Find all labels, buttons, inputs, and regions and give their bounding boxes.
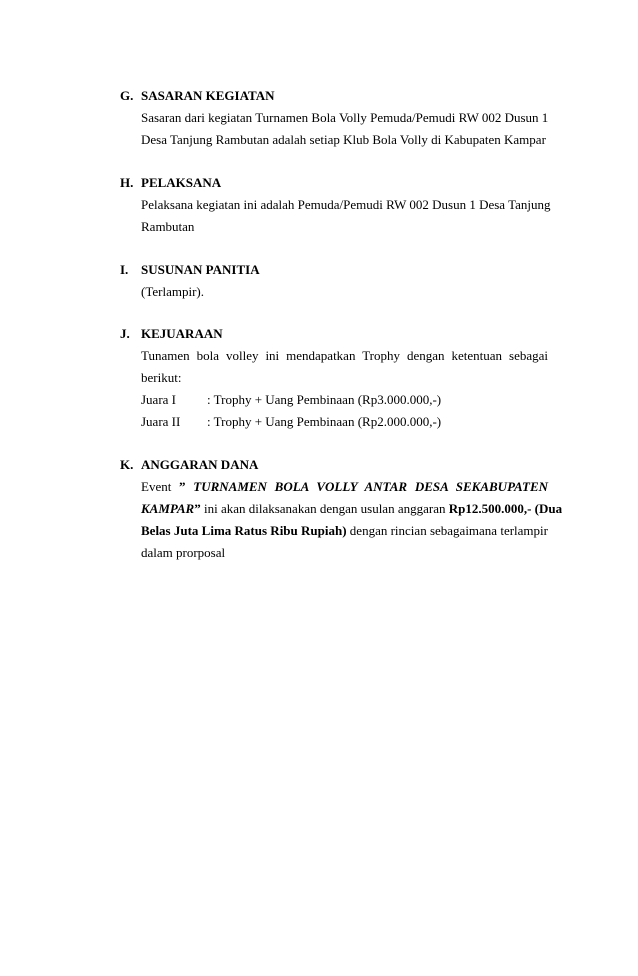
section-title: ANGGARAN DANA (141, 457, 259, 472)
section-title: PELAKSANA (141, 175, 222, 190)
section-sasaran-kegiatan (120, 88, 548, 151)
section-heading (120, 326, 548, 342)
section-susunan-panitia (120, 262, 548, 303)
body-line: Pelaksana kegiatan ini adalah Pemuda/Pemudi RW 002 Dusun 1 Desa Tanjung (141, 197, 551, 212)
section-anggaran-dana (120, 457, 563, 564)
budget-amount-words: Belas Juta Lima Ratus Ribu Rupiah) (141, 523, 347, 538)
quote-open: ” (179, 479, 186, 494)
body-line: Tunamen bola volley ini mendapatkan Trophy dengan ketentuan sebagai (141, 348, 548, 363)
section-letter: I. (120, 262, 129, 277)
section-letter: H. (120, 175, 134, 190)
section-heading (120, 175, 548, 191)
section-kejuaraan (120, 326, 548, 433)
section-letter: G. (120, 88, 134, 103)
section-title: SASARAN KEGIATAN (141, 88, 275, 103)
section-body (141, 194, 551, 238)
body-line: Rambutan (141, 219, 195, 234)
section-letter: K. (120, 457, 134, 472)
prize-label: Juara II (141, 414, 181, 429)
section-body (141, 345, 548, 433)
section-title: SUSUNAN PANITIA (141, 262, 260, 277)
body-text: dengan rincian sebagaimana terlampir (346, 523, 548, 538)
body-line: dalam prorposal (141, 545, 226, 560)
section-heading (120, 88, 548, 104)
section-pelaksana (120, 175, 551, 238)
section-title: KEJUARAAN (141, 326, 223, 341)
event-name-part: TURNAMEN BOLA VOLLY ANTAR DESA SEKABUPATEN (193, 479, 549, 494)
event-word: Event (141, 479, 172, 494)
prize-row (141, 389, 548, 411)
section-heading (120, 457, 548, 473)
section-body (141, 107, 548, 151)
section-body (141, 281, 548, 303)
body-line (141, 498, 563, 520)
body-line (141, 476, 548, 498)
section-body (141, 476, 563, 564)
body-line: Desa Tanjung Rambutan adalah setiap Klub Bola Volly di Kabupaten Kampar (141, 132, 546, 147)
quote-close: ” (194, 501, 201, 516)
body-line: (Terlampir). (141, 284, 204, 299)
section-heading (120, 262, 548, 278)
prize-label: Juara I (141, 392, 177, 407)
body-line: berikut: (141, 370, 182, 385)
prize-value: : Trophy + Uang Pembinaan (Rp2.000.000,-) (207, 414, 442, 429)
section-letter: J. (120, 326, 130, 341)
body-line (141, 520, 548, 542)
prize-row (141, 411, 548, 433)
budget-amount: Rp12.500.000,- (Dua (448, 501, 563, 516)
body-line: Sasaran dari kegiatan Turnamen Bola Volly Pemuda/Pemudi RW 002 Dusun 1 (141, 110, 549, 125)
body-text: ini akan dilaksanakan dengan usulan anggaran (200, 501, 449, 516)
prize-value: : Trophy + Uang Pembinaan (Rp3.000.000,-) (207, 392, 442, 407)
event-name-part: KAMPAR (141, 501, 195, 516)
